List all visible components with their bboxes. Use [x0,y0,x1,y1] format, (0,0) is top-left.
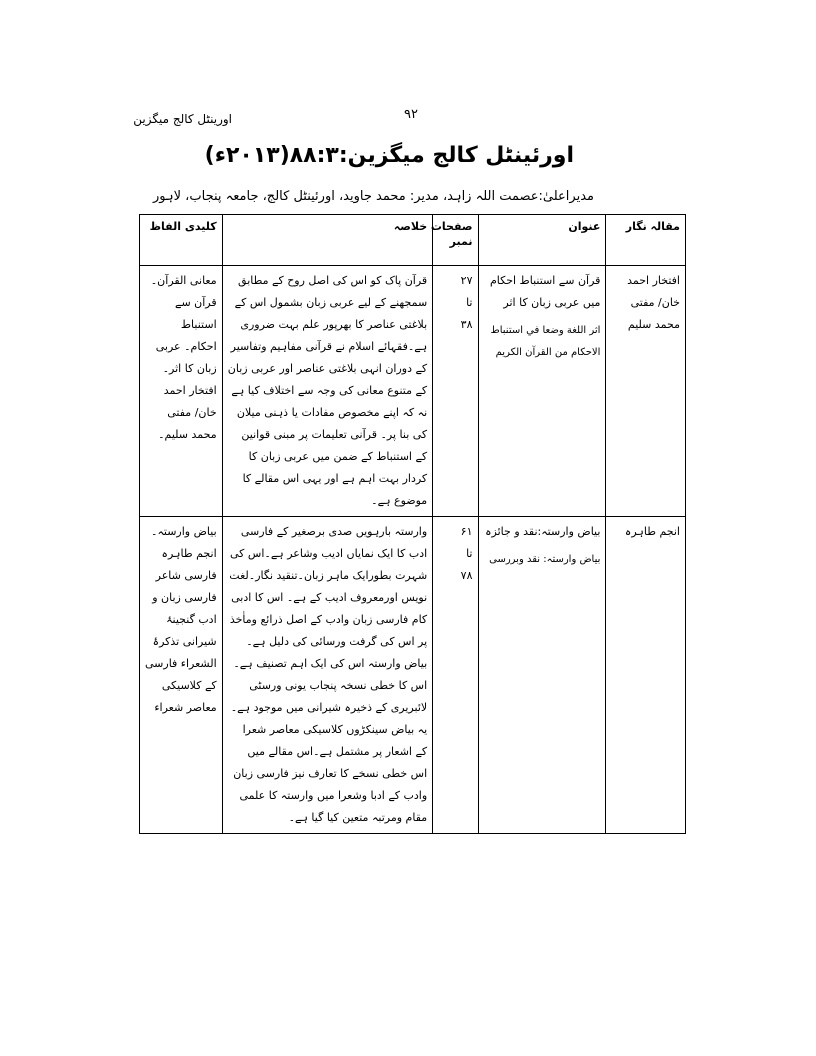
article-title: قرآن سے استنباط احکام میں عربی زبان کا اثر [489,274,601,309]
running-head: اورینٹل کالج میگزین [133,112,232,126]
page-start: ۲۷ [460,274,473,287]
table-header-row [140,215,686,266]
author-cell: انجم طاہرہ [606,517,686,834]
table-row [140,517,686,834]
page-separator: تا [466,547,473,560]
header-author: مقالہ نگار [606,215,686,266]
title-cell [478,517,606,834]
title-cell [478,266,606,517]
page-end: ۳۸ [460,318,473,331]
article-title: بیاض وارستہ:نقد و جائزہ [485,525,601,538]
page-separator: تا [466,296,473,309]
table-row [140,266,686,517]
page-number: ۹۲ [404,107,418,122]
keywords-cell: معانی القرآن۔ قرآن سے استنباط احکام۔ عربی زبان کا اثر۔ افتخار احمد خان/ مفتی محمد سلیم۔ [140,266,223,517]
header-keywords: کلیدی الفاظ [140,215,223,266]
pages-cell [433,266,478,517]
article-title-persian: بیاض وارستہ: نقد وبررسی [489,554,601,565]
abstract-cell: وارستہ بارہویں صدی برصغیر کے فارسی ادب کا ایک نمایاں ادیب وشاعر ہے۔اس کی شہرت بطورایک ماہر زبان۔تنقید نگار۔لغت نویس اورمعروف ادیب کے ہے۔ اس کا ادبی کام فارسی زبان وادب کے اصل ذرائع وماٰخذ پر اس کی گرفت ورسائی کی دلیل ہے۔ بیاض وارستہ اس کی ایک اہم تصنیف ہے۔اس کا خطی نسخہ پنجاب یونی ورسٹی لائبریری کے ذخیرہ شیرانی میں موجود ہے۔یہ بیاض سینکڑوں کلاسیکی معاصر شعرا کے اشعار پر مشتمل ہے۔اس مقالے میں اس خطی نسخے کا تعارف نیز فارسی زبان وادب کے ادبا وشعرا میں وارستہ کا علمی مقام ومرتبہ متعین کیا گیا ہے۔ [222,517,433,834]
page-start: ۶۱ [460,525,473,538]
header-abstract: خلاصہ [222,215,433,266]
page-title: اورئینٹل کالج میگزین:۸۸:۳(۲۰۱۳ء) [204,143,574,168]
article-title-arabic: اثر اللغة وضعا في استنباط الاحکام من القرآن الکریم [490,325,601,358]
author-cell: افتخار احمد خان/ مفتی محمد سلیم [606,266,686,517]
page-end: ۷۸ [460,569,473,582]
header-title: عنوان [478,215,606,266]
article-index-table [139,214,686,834]
pages-cell [433,517,478,834]
abstract-cell: قرآن پاک کو اس کی اصل روح کے مطابق سمجھنے کے لیے عربی زبان بشمول اس کے بلاغتی عناصر کا بھرپور علم بہت ضروری ہے۔فقہائے اسلام نے قرآنی مفاہیم وتفاسیر کے دوران انہی بلاغتی عناصر اور عربی زبان کے متنوع معانی کی وجہ سے اختلاف کیا ہے نہ کہ اپنے مخصوص مفادات یا ذہنی میلان کی بنا پر۔ قرآنی تعلیمات پر مبنی قوانین کے استنباط کے ضمن میں عربی زبان کا کردار بہت اہم ہے اور یہی اس مقالے کا موضوع ہے۔ [222,266,433,517]
keywords-cell: بیاض وارستہ۔ انجم طاہرہ فارسی شاعر فارسی زبان و ادب گنجینۂ شیرانی تذکرۂ الشعراء فارسی کے کلاسیکی معاصر شعراء [140,517,223,834]
editors-line: مدیراعلیٰ:عصمت اللہ زاہد، مدیر: محمد جاوید، اورئینٹل کالج، جامعہ پنجاب، لاہور [153,189,594,204]
header-pages: صفحات نمبر [433,215,478,266]
